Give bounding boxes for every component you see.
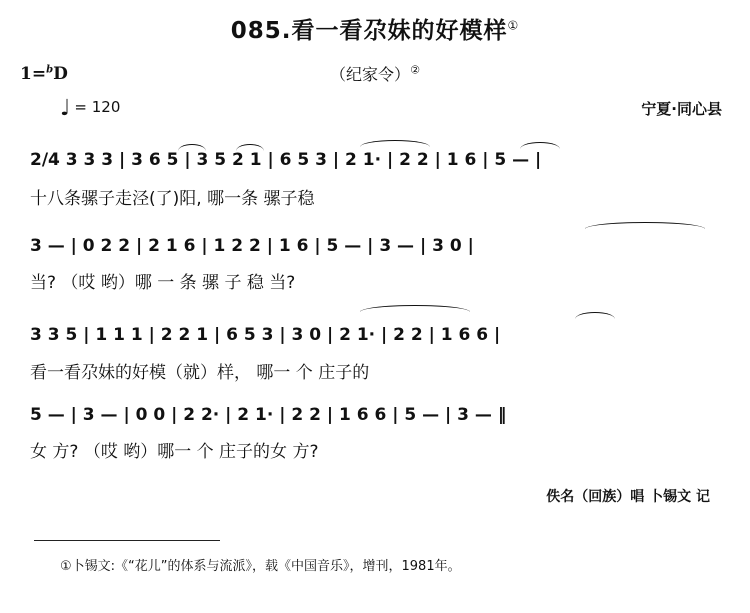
slur-mark [360, 305, 470, 312]
singer-credit: 佚名（回族）唱 卜锡文 记 [546, 489, 710, 505]
footnote-text: ①卜锡文:《“花儿”的体系与流派》，载《中国音乐》，增刊，1981年。 [60, 559, 461, 574]
slur-mark [236, 144, 264, 151]
notation-line-3: 3 3 5 | 1 1 1 | 2 2 1 | 6 5 3 | 3 0 | 2 1· | 2 2 | 1 6 6 | [30, 325, 501, 345]
key-signature: 1=$^b$D [20, 64, 68, 84]
slur-mark [575, 312, 615, 319]
lyrics-line-4: 女 方? （哎 哟）哪一 个 庄子的女 方? [30, 442, 319, 462]
slur-mark [585, 222, 705, 229]
lyrics-line-3: 看一看尕妹的好模（就）样， 哪一 个 庄子的 [30, 363, 370, 383]
footnote-divider [34, 540, 220, 541]
notation-line-4: 5 — | 3 — | 0 0 | 2 2· | 2 1· | 2 2 | 1 6 6 | 5 — | 3 — ‖ [30, 405, 507, 425]
slur-mark [520, 142, 560, 149]
flat-sign: b [46, 64, 54, 76]
slur-mark [178, 144, 206, 151]
lyrics-line-1: 十八条骡子走泾(了)阳, 哪一条 骡子稳 [30, 189, 315, 209]
title-footnote-marker: ① [507, 18, 520, 33]
slur-mark [360, 140, 430, 147]
subtitle-footnote-marker: ② [410, 63, 420, 77]
song-title: 085.看一看尕妹的好模样① [230, 18, 520, 44]
tempo-marking: ♩ = 120 [60, 96, 121, 121]
notation-line-1: 2/4 3 3 3 | 3 6 5 | 3 5 2 1 | 6 5 3 | 2 1· | 2 2 | 1 6 | 5 — | [30, 150, 542, 170]
notation-line-2: 3 — | 0 2 2 | 2 1 6 | 1 2 2 | 1 6 | 5 — | 3 — | 3 0 | [30, 236, 474, 256]
lyrics-line-2: 当? （哎 哟）哪 一 条 骡 子 稳 当? [30, 273, 296, 293]
song-subtitle: （纪家令）② [330, 63, 420, 84]
region-label: 宁夏·同心县 [641, 100, 722, 118]
quarter-note-icon: ♩ [60, 96, 71, 121]
